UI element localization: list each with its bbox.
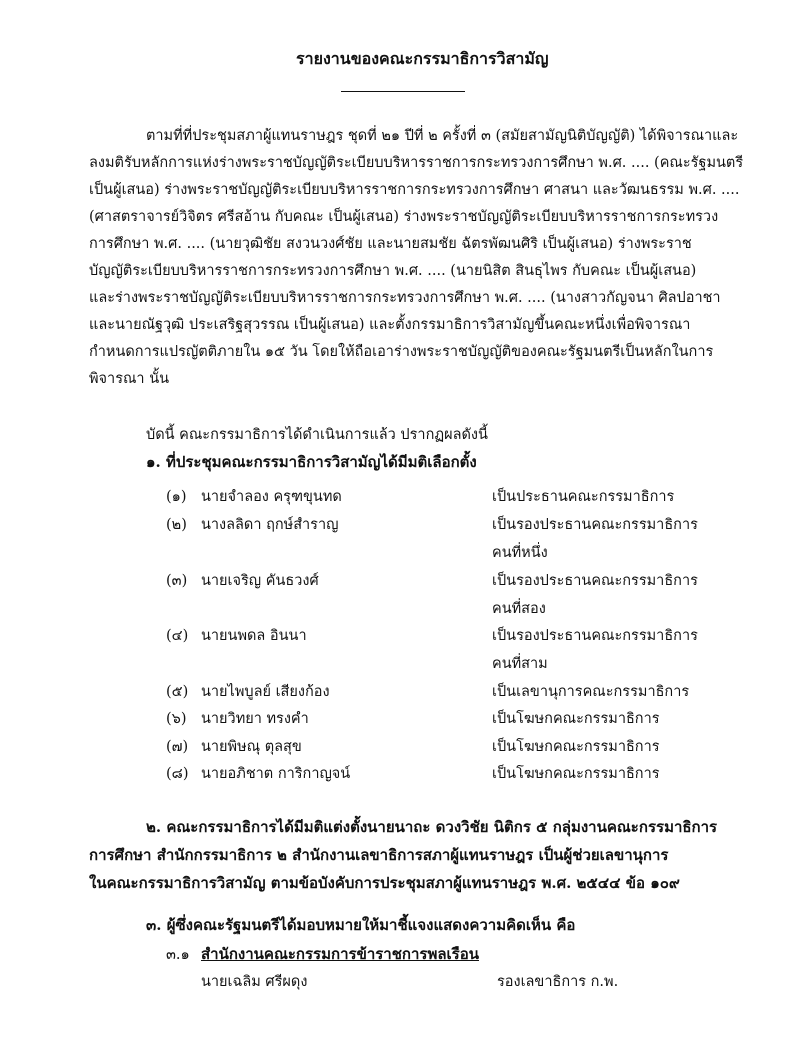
- member-role-line2: คนที่สอง: [492, 601, 546, 617]
- section-3-heading: ๓. ผู้ซึ่งคณะรัฐมนตรีได้มอบหมายให้มาชี้แจงแสดงความคิดเห็น คือ: [146, 916, 576, 934]
- intro-line: ตามที่ที่ประชุมสภาผู้แทนราษฎร ชุดที่ ๒๑ ปีที่ ๒ ครั้งที่ ๓ (สมัยสามัญนิติบัญญัติ) ได้พิจารณาและ: [146, 128, 739, 144]
- official-name: นายเฉลิม ศรีผดุง: [201, 974, 308, 990]
- member-role: เป็นประธานคณะกรรมาธิการ: [492, 489, 675, 505]
- member-number: (๑): [166, 489, 187, 505]
- member-role-line2: คนที่สาม: [492, 656, 548, 672]
- member-role: เป็นโฆษกคณะกรรมาธิการ: [492, 766, 660, 782]
- section-2-line: การศึกษา สำนักกรรมาธิการ ๒ สำนักงานเลขาธิการสภาผู้แทนราษฎร เป็นผู้ช่วยเลขานุการ: [89, 846, 669, 864]
- intro-line: พิจารณา นั้น: [89, 371, 170, 387]
- section-2-line: ในคณะกรรมาธิการวิสามัญ ตามข้อบังคับการประชุมสภาผู้แทนราษฎร พ.ศ. ๒๕๔๔ ข้อ ๑๐๙: [89, 874, 680, 892]
- result-intro: บัดนี้ คณะกรรมาธิการได้ดำเนินการแล้ว ปรากฏผลดังนี้: [146, 427, 488, 443]
- member-name: นายวิทยา ทรงคำ: [201, 711, 309, 727]
- member-role: เป็นรองประธานคณะกรรมาธิการ: [492, 517, 698, 533]
- member-number: (๘): [166, 766, 189, 782]
- intro-line: เป็นผู้เสนอ) ร่างพระราชบัญญัติระเบียบบริหารราชการกระทรวงการศึกษา ศาสนา และวัฒนธรรม พ.ศ. ....: [89, 182, 740, 198]
- subsection-number: ๓.๑: [166, 947, 190, 963]
- member-name: นายจำลอง ครุฑขุนทด: [201, 489, 342, 505]
- member-role-line2: คนที่หนึ่ง: [492, 545, 548, 561]
- member-role: เป็นเลขานุการคณะกรรมาธิการ: [492, 684, 690, 700]
- member-number: (๕): [166, 684, 189, 700]
- member-name: นายพิษณุ ตุลสุข: [201, 739, 302, 755]
- intro-line: การศึกษา พ.ศ. .... (นายวุฒิชัย สงวนวงศ์ชัย และนายสมชัย ฉัตรพัฒนศิริ เป็นผู้เสนอ) ร่างพระราช: [89, 236, 692, 252]
- intro-line: ลงมติรับหลักการแห่งร่างพระราชบัญญัติระเบียบบริหารราชการกระทรวงการศึกษา พ.ศ. .... (คณะรัฐมนตรี: [89, 155, 744, 171]
- member-role: เป็นโฆษกคณะกรรมาธิการ: [492, 711, 660, 727]
- member-role: เป็นโฆษกคณะกรรมาธิการ: [492, 739, 660, 755]
- intro-line: (ศาสตราจารย์วิจิตร ศรีสอ้าน กับคณะ เป็นผู้เสนอ) ร่างพระราชบัญญัติระเบียบบริหารราชการกระทรวง: [89, 209, 719, 225]
- official-role: รองเลขาธิการ ก.พ.: [497, 974, 619, 990]
- section-1-heading: ๑. ที่ประชุมคณะกรรมาธิการวิสามัญได้มีมติเลือกตั้ง: [146, 453, 477, 471]
- member-number: (๖): [166, 711, 187, 727]
- section-2-line: ๒. คณะกรรมาธิการได้มีมติแต่งตั้งนายนาถะ ดวงวิชัย นิติกร ๕ กลุ่มงานคณะกรรมาธิการ: [146, 818, 718, 836]
- member-name: นายอภิชาต การิกาญจน์: [201, 766, 351, 782]
- intro-line: บัญญัติระเบียบบริหารราชการกระทรวงการศึกษา พ.ศ. .... (นายนิสิต สินธุไพร กับคณะ เป็นผู้เสนอ): [89, 263, 697, 279]
- member-role: เป็นรองประธานคณะกรรมาธิการ: [492, 573, 698, 589]
- subsection-title: สำนักงานคณะกรรมการข้าราชการพลเรือน: [201, 945, 479, 963]
- intro-line: กำหนดการแปรญัตติภายใน ๑๕ วัน โดยให้ถือเอาร่างพระราชบัญญัติของคณะรัฐมนตรีเป็นหลักในการ: [89, 344, 714, 360]
- member-name: นายไพบูลย์ เสียงก้อง: [201, 684, 330, 700]
- member-number: (๗): [166, 739, 189, 755]
- intro-line: และร่างพระราชบัญญัติระเบียบบริหารราชการกระทรวงการศึกษา พ.ศ. .... (นางสาวกัญจนา ศิลปอาชา: [89, 290, 721, 306]
- title-underline: [341, 91, 465, 92]
- member-name: นายนพดล อินนา: [201, 628, 307, 644]
- member-name: นางลลิดา ฤกษ์สำราญ: [201, 517, 339, 533]
- intro-line: และนายณัฐวุฒิ ประเสริฐสุวรรณ เป็นผู้เสนอ) และตั้งกรรมาธิการวิสามัญขึ้นคณะหนึ่งเพื่อพิจารณา: [89, 317, 691, 333]
- member-number: (๒): [166, 517, 187, 533]
- member-number: (๓): [166, 573, 188, 589]
- member-name: นายเจริญ คันธวงศ์: [201, 573, 319, 589]
- member-number: (๔): [166, 628, 189, 644]
- page-title: รายงานของคณะกรรมาธิการวิสามัญ: [296, 49, 549, 68]
- member-role: เป็นรองประธานคณะกรรมาธิการ: [492, 628, 698, 644]
